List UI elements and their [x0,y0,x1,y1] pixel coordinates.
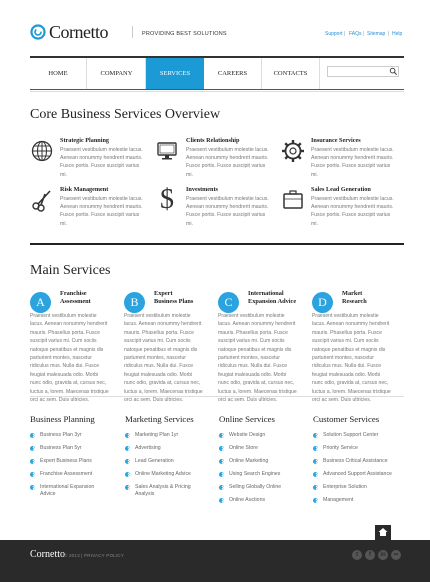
list-item[interactable]: Using Search Engines [219,471,309,478]
chevron-right-icon [313,472,318,477]
service-letter-a: A [30,292,51,313]
list-item[interactable]: Solution Support Center [313,432,405,439]
chevron-right-icon [313,485,318,490]
list-item[interactable]: Online Marketing Advice [125,471,215,478]
home-button[interactable] [375,525,391,540]
chevron-right-icon [219,446,224,451]
chevron-right-icon [313,433,318,438]
chevron-right-icon [125,446,130,451]
overview-item-title[interactable]: Clients Relationship [186,137,240,144]
list-item[interactable]: Advertising [125,445,215,452]
nav-item-home[interactable]: HOME [30,58,87,89]
chevron-right-icon [313,459,318,464]
service-text: Praesent vestibulum molestie lacus. Aenean nonummy hendrerit mauris. Phasellus porta. Fusce suscipit varius mi. Cum sociis natoque penatibus et magnis dis parturient montes, nascetur ridiculus mus. Nulla dui. Fusce feugiat malesuada odio. Morbi nunc odio, gravida at, cursus nec, luctus a, lorem. Maecenas tristique orci ac sem. Duis ultricies. [30,313,109,404]
nav-item-contacts[interactable]: CONTACTS [262,58,320,89]
list-item[interactable]: International Expansion Advice [30,484,105,498]
logo-icon[interactable] [30,24,46,40]
top-link-support[interactable]: Support [325,31,343,37]
top-link-separator: | [388,31,390,37]
column-title: Marketing Services [125,414,194,424]
column-marketing-services [125,414,215,498]
overview-item-text: Praesent vestibulum molestie lacus. Aenean nonummy hendrerit mauris. Fusce portis. Fusce suscipit varius mi. [186,147,269,178]
service-title[interactable]: International Expansion Advice [248,290,297,305]
gear-icon [281,139,305,163]
twitter-icon[interactable]: t [352,550,362,560]
top-link-separator: | [363,31,365,37]
column-title: Business Planning [30,414,95,424]
chevron-right-icon [313,446,318,451]
list-item[interactable]: Expert Business Plans [30,458,120,465]
chevron-right-icon [219,433,224,438]
list-item[interactable]: Business Plan 5yr [30,445,120,452]
scissors-icon [30,188,54,212]
chevron-right-icon [125,472,130,477]
overview-item-title[interactable]: Insurance Services [311,137,361,144]
list-item[interactable]: Business Critical Assistance [313,458,405,465]
column-customer-services [313,414,405,504]
section-divider [30,243,404,245]
service-letter-b: B [124,292,145,313]
main-services-title: Main Services [30,263,111,278]
list-item[interactable]: Website Design [219,432,309,439]
top-link-faqs[interactable]: FAQs [349,31,362,37]
service-text: Praesent vestibulum molestie lacus. Aenean nonummy hendrerit mauris. Phasellus porta. Fusce suscipit varius mi. Cum sociis natoque penatibus et magnis dis parturient montes, nascetur ridiculus mus. Nulla dui. Fusce feugiat malesuada odio. Morbi nunc odio, gravida at, cursus nec, luctus a, lorem. Maecenas tristique orci ac sem. Duis ultricies. [312,313,391,404]
tagline-divider [132,26,133,38]
list-item[interactable]: Franchise Assessment [30,471,120,478]
chevron-right-icon [30,446,35,451]
service-text: Praesent vestibulum molestie lacus. Aenean nonummy hendrerit mauris. Phasellus porta. Fusce suscipit varius mi. Cum sociis natoque penatibus et magnis dis parturient montes, nascetur ridiculus mus. Nulla dui. Fusce feugiat malesuada odio. Morbi nunc odio, gravida at, cursus nec, luctus a, lorem. Maecenas tristique orci ac sem. Duis ultricies. [218,313,297,404]
nav-item-company[interactable]: COMPANY [88,58,146,89]
service-title[interactable]: Market Research [342,290,367,305]
monitor-icon [155,139,179,163]
overview-item-text: Praesent vestibulum molestie lacus. Aenean nonummy hendrerit mauris. Fusce portis. Fusce suscipit varius mi. [311,196,394,227]
overview-item-text: Praesent vestibulum molestie lacus. Aenean nonummy hendrerit mauris. Fusce portis. Fusce suscipit varius mi. [311,147,394,178]
nav-item-careers[interactable]: CAREERS [204,58,262,89]
list-item[interactable]: Enterprise Solution [313,484,405,491]
overview-item-title[interactable]: Sales Lead Generation [311,186,371,193]
footer [0,540,430,582]
top-link-help[interactable]: Help [392,31,403,37]
column-title: Online Services [219,414,275,424]
chevron-right-icon [30,472,35,477]
list-item[interactable]: Marketing Plan 1yr [125,432,215,439]
service-letter-d: D [312,292,333,313]
section-divider [30,396,404,397]
dollar-icon: $ [160,184,174,215]
globe-icon [30,139,54,163]
list-item[interactable]: Priority Service [313,445,405,452]
briefcase-icon [281,188,305,212]
footer-copyright[interactable]: © 2013 | PRIVACY POLICY [64,553,124,558]
list-item[interactable]: Management [313,497,405,504]
chevron-right-icon [30,459,35,464]
home-icon [375,525,391,540]
overview-item-title[interactable]: Investments [186,186,218,193]
list-item[interactable]: Sales Analysis & Pricing Analysis [125,484,200,498]
overview-item-title[interactable]: Strategic Planning [60,137,109,144]
list-item[interactable]: Lead Generation [125,458,215,465]
chevron-right-icon [219,498,224,503]
chevron-right-icon [219,459,224,464]
chevron-right-icon [125,459,130,464]
flickr-icon[interactable]: •• [391,550,401,560]
top-link-sitemap[interactable]: Sitemap [367,31,386,37]
column-business-planning [30,414,120,498]
overview-item-text: Praesent vestibulum molestie lacus. Aenean nonummy hendrerit mauris. Fusce portis. Fusce suscipit varius mi. [60,196,143,227]
chevron-right-icon [30,485,35,490]
overview-item-text: Praesent vestibulum molestie lacus. Aenean nonummy hendrerit mauris. Fusce portis. Fusce suscipit varius mi. [60,147,143,178]
linkedin-icon[interactable]: in [378,550,388,560]
logo-text[interactable]: Cornetto [49,22,108,42]
column-online-services [219,414,309,504]
chevron-right-icon [219,485,224,490]
service-title[interactable]: Franchise Assessment [60,290,91,305]
top-link-separator: | [344,31,346,37]
list-item[interactable]: Advanced Support Assistance [313,471,405,478]
nav-bottom-rule-thin [30,91,404,92]
service-title[interactable]: Expert Business Plans [154,290,194,305]
list-item[interactable]: Business Plan 3yr [30,432,120,439]
overview-title: Core Business Services Overview [30,107,221,122]
chevron-right-icon [30,433,35,438]
facebook-icon[interactable]: f [365,550,375,560]
overview-item-title[interactable]: Risk Management [60,186,109,193]
chevron-right-icon [125,433,130,438]
list-item[interactable]: Online Marketing [219,458,309,465]
chevron-right-icon [125,485,130,490]
service-letter-c: C [218,292,239,313]
tagline: PROVIDING BEST SOLUTIONS [142,31,227,37]
overview-item-text: Praesent vestibulum molestie lacus. Aenean nonummy hendrerit mauris. Fusce portis. Fusce suscipit varius mi. [186,196,269,227]
column-title: Customer Services [313,414,380,424]
list-item[interactable]: Selling Globally Online [219,484,309,491]
list-item[interactable]: Online Auctions [219,497,309,504]
nav-item-services[interactable]: SERVICES [146,58,204,89]
nav-bottom-rule [30,89,404,90]
footer-logo[interactable]: Cornetto [30,549,65,560]
chevron-right-icon [313,498,318,503]
chevron-right-icon [219,472,224,477]
search-icon[interactable] [389,67,398,76]
service-text: Praesent vestibulum molestie lacus. Aenean nonummy hendrerit mauris. Phasellus porta. Fusce suscipit varius mi. Cum sociis natoque penatibus et magnis dis parturient montes, nascetur ridiculus mus. Nulla dui. Fusce feugiat malesuada odio. Morbi nunc odio, gravida at, cursus nec, luctus a, lorem. Maecenas tristique orci ac sem. Duis ultricies. [124,313,203,404]
list-item[interactable]: Online Store [219,445,309,452]
